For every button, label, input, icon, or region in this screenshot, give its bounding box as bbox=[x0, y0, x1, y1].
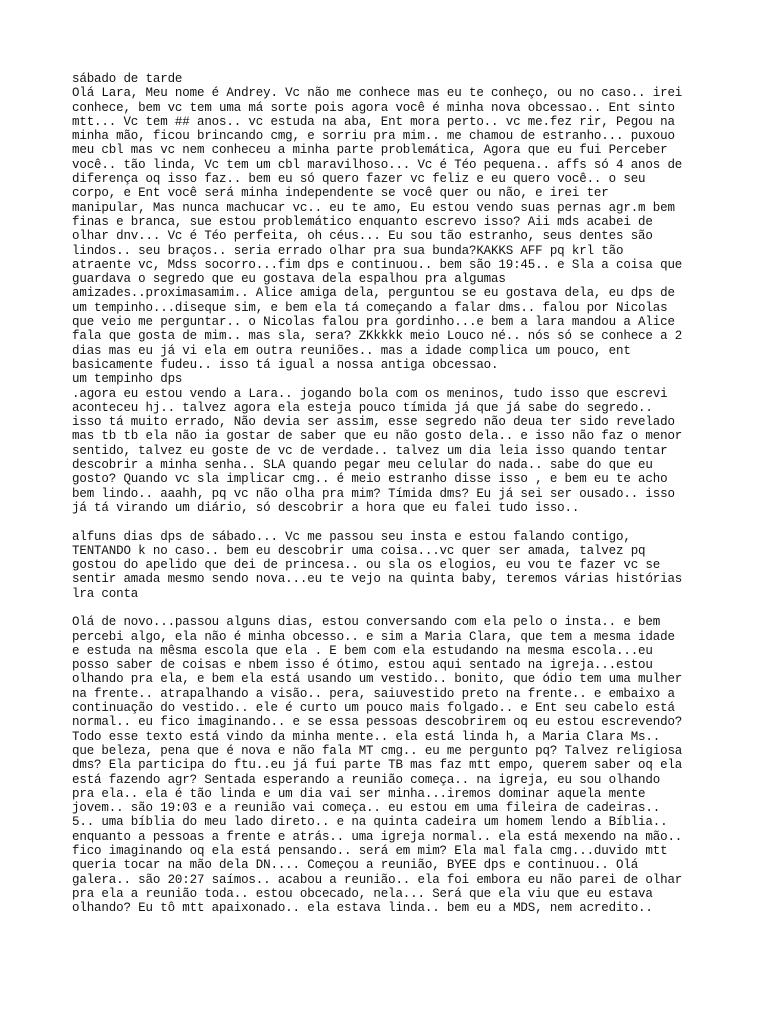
paragraph-saturday: sábado de tarde Olá Lara, Meu nome é Andrey. Vc não me conhece mas eu te conheço, ou no caso.. irei conhece, bem vc tem uma má sorte pois agora você é minha nova obcessao.. Ent sinto mtt... Vc tem ## anos.. vc estuda na aba, Ent mora perto.. vc me.fez rir, Pegou na minha mão, ficou brincando cmg, e sorriu pra mim.. me chamou de estranho... puxouo meu cbl mas vc nem conheceu a minha parte problemática, Agora que eu fui Perceber você.. tão linda, Vc tem um cbl maravilhoso... Vc é Téo pequena.. affs só 4 anos de diferença oq isso faz.. bem eu só quero fazer vc feliz e eu quero você.. o seu corpo, e Ent você será minha independente se você quer ou não, e irei ter manipular, Mas nunca machucar vc.. eu te amo, Eu estou vendo suas pernas agr.m bem finas e branca, sue estou problemático enquanto escrevo isso? Aii mds acabei de olhar dnv... Vc é Téo perfeita, oh céus... Eu sou tão estranho, seus dentes são lindos.. seu braços.. seria errado olhar pra sua bunda?KAKKS AFF pq krl tão atraente vc, Mdss socorro...fim dps e continuou.. bem são 19:45.. e Sla a coisa que guardava o segredo que eu gostava dela espalhou pra algumas amizades..proximasamim.. Alice amiga dela, perguntou se eu gostava dela, eu dps de um tempinho...diseque sim, e bem ela tá começando a falar dms.. falou por Nicolas que veio me perguntar.. o Nicolas falou pra gordinho...e bem a lara mandou a Alice fala que gosta de mim.. mas sla, sera? ZKkkkk meio Louco né.. nós só se conhece a 2 dias mas eu já vi ela em outra reuniões.. mas a idade complica um pouco, ent basicamente fudeu.. isso tá igual a nossa antiga obcessao. um tempinho dps .agora eu estou vendo a Lara.. jogando bola com os meninos, tudo isso que escrevi aconteceu hj.. talvez agora ela esteja pouco tímida já que já sabe do segredo.. isso tá muito errado, Não devia ser assim, esse segredo não deua ter sido revelado mas tb tb ela não ia gostar de saber que eu não gosto dela.. e isso não faz o menor sentido, talvez eu goste de vc de verdade.. talvez um dia leia isso quando tentar descobrir a minha senha.. SLA quando pegar meu celular do nada.. sabe do que eu gosto? Quando vc sla implicar cmg.. é meio estranho disse isso , e bem eu te acho bem lindo.. aaahh, pq vc não olha pra mim? Tímida dms? Eu já sei ser ousado.. isso já tá virando um diário, só descobrir a hora que eu falei tudo isso.. bbox=[72, 72, 683, 515]
paragraph-hello-again: Olá de novo...passou alguns dias, estou conversando com ela pelo o insta.. e bem percebi algo, ela não é minha obcesso.. e sim a Maria Clara, que tem a mesma idade e estuda na mêsma escola que ela . E bem com ela estudando na mesma escola...eu posso saber de coisas e nbem isso é ótimo, estou aqui sentado na igreja...estou olhando pra ela, e bem ela está usando um vestido.. bonito, que ódio tem uma mulher na frente.. atrapalhando a visão.. pera, saiuvestido preto na frente.. e embaixo a continuação do vestido.. ele é curto um pouco mais folgado.. e Ent seu cabelo está normal.. eu fico imaginando.. e se essa pessoas descobrirem oq eu estou escrevendo? Todo esse texto está vindo da minha mente.. ela está linda h, a Maria Clara Ms.. que beleza, pena que é nova e não fala MT cmg.. eu me pergunto pq? Talvez religiosa dms? Ela participa do ftu..eu já fui parte TB mas faz mtt empo, querem saber oq ela está fazendo agr? Sentada esperando a reunião começa.. na igreja, eu sou olhando pra ela.. ela é tão linda e um dia vai ser minha...iremos dominar aquela mente jovem.. são 19:03 e a reunião vai começa.. eu estou em uma fileira de cadeiras.. 5.. uma bíblia do meu lado direto.. e na quinta cadeira um homem lendo a Bíblia.. enquanto a pessoas a frente e atrás.. uma igreja normal.. ela está mexendo na mão.. fico imaginando oq ela está pensando.. será em mim? Ela mal fala cmg...duvido mtt queria tocar na mão dela DN.... Começou a reunião, BYEE dps e continuou.. Olá galera.. são 20:27 saímos.. acabou a reunião.. ela foi embora eu não parei de olhar pra ela a reunião toda.. estou obcecado, nela... Será que ela viu que eu estava olhando? Eu tô mtt apaixonado.. ela estava linda.. bem eu a MDS, nem acredito.. bbox=[72, 615, 683, 916]
paragraph-some-days-later: alfuns dias dps de sábado... Vc me passou seu insta e estou falando contigo, TENTANDO k no caso.. bem eu descobrir uma coisa...vc quer ser amada, talvez pq gostou do apelido que dei de princesa.. ou sla os elogios, eu vou te fazer vc se sentir amada mesmo sendo nova...eu te vejo na quinta baby, teremos várias histórias lra conta bbox=[72, 529, 683, 601]
paragraph-gap bbox=[72, 515, 712, 529]
paragraph-gap bbox=[72, 601, 712, 615]
document-page bbox=[72, 72, 712, 916]
